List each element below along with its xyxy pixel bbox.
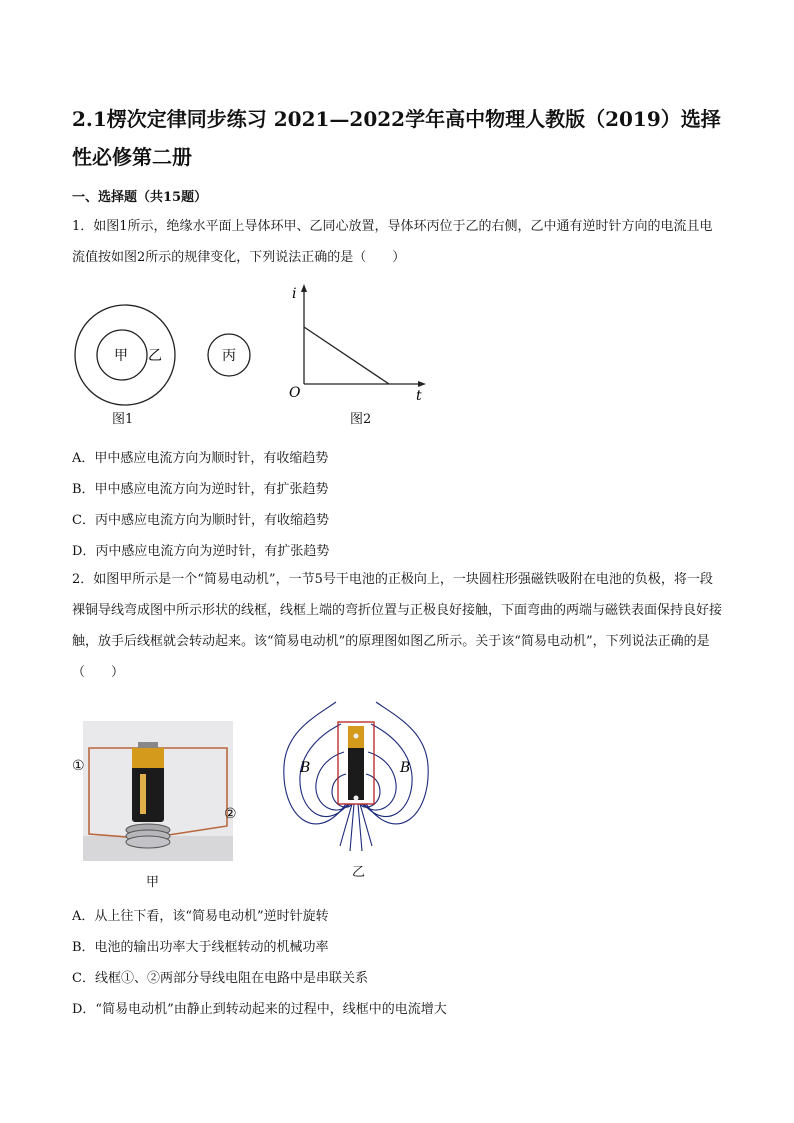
q2-option-b[interactable]: B．电池的输出功率大于线框转动的机械功率 [72, 940, 329, 955]
q1-option-d[interactable]: D．丙中感应电流方向为逆时针，有扩张趋势 [72, 544, 330, 559]
q2-option-a[interactable]: A．从上往下看，该“简易电动机”逆时针旋转 [72, 909, 329, 924]
field-label-right: B [400, 760, 411, 776]
label-yi: 乙 [148, 348, 162, 364]
photo-caption: 甲 [146, 875, 160, 890]
q2-option-d[interactable]: D．“简易电动机”由静止到转动起来的过程中，线框中的电流增大 [72, 1002, 447, 1017]
q2-stem: 2．如图甲所示是一个“简易电动机”，一节5号干电池的正极向上，一块圆柱形强磁铁吸附在电池的负极，将一段裸铜导线弯成图中所示形状的线框，线框上端的弯折位置与正极良好接触，下面弯曲的两端与磁铁表面保持良好接触，放手后线框就会转动起来。该“简易电动机”的原理图如图乙所示。关于该“简易电动机”，下列说法正确的是（ ） [72, 572, 723, 680]
axis-i-label: i [292, 286, 297, 302]
q1-option-c[interactable]: C．丙中感应电流方向为顺时针，有收缩趋势 [72, 513, 329, 528]
origin-label: O [289, 385, 301, 401]
q2-field-diagram [276, 696, 436, 856]
label-bing: 丙 [222, 348, 236, 364]
field-label-left: B [300, 760, 311, 776]
diagram-caption: 乙 [352, 865, 366, 880]
q2-option-c[interactable]: C．线框①、②两部分导线电阻在电路中是串联关系 [72, 971, 368, 986]
q1-figure-1 [70, 300, 260, 410]
q1-option-b[interactable]: B．甲中感应电流方向为逆时针，有扩张趋势 [72, 482, 329, 497]
q1-stem: 1．如图1所示，绝缘水平面上导体环甲、乙同心放置，导体环丙位于乙的右侧，乙中通有逆时针方向的电流且电流值按如图2所示的规律变化，下列说法正确的是（ ） [72, 219, 713, 265]
label-wire-1: ① [72, 758, 85, 774]
fig2-caption: 图2 [350, 412, 372, 427]
section-heading: 一、选择题（共15题） [72, 190, 208, 205]
label-wire-2: ② [224, 806, 237, 822]
current-line [304, 327, 389, 384]
q2-photo-motor [70, 718, 250, 863]
q1-figure-2 [284, 282, 434, 402]
label-jia: 甲 [114, 348, 128, 364]
q1-option-a[interactable]: A．甲中感应电流方向为顺时针，有收缩趋势 [72, 451, 329, 466]
document-title: 2.1楞次定律同步练习 2021—2022学年高中物理人教版（2019）选择性必修第二册 [72, 107, 721, 169]
axis-t-label: t [416, 388, 422, 402]
fig1-caption: 图1 [112, 412, 134, 427]
